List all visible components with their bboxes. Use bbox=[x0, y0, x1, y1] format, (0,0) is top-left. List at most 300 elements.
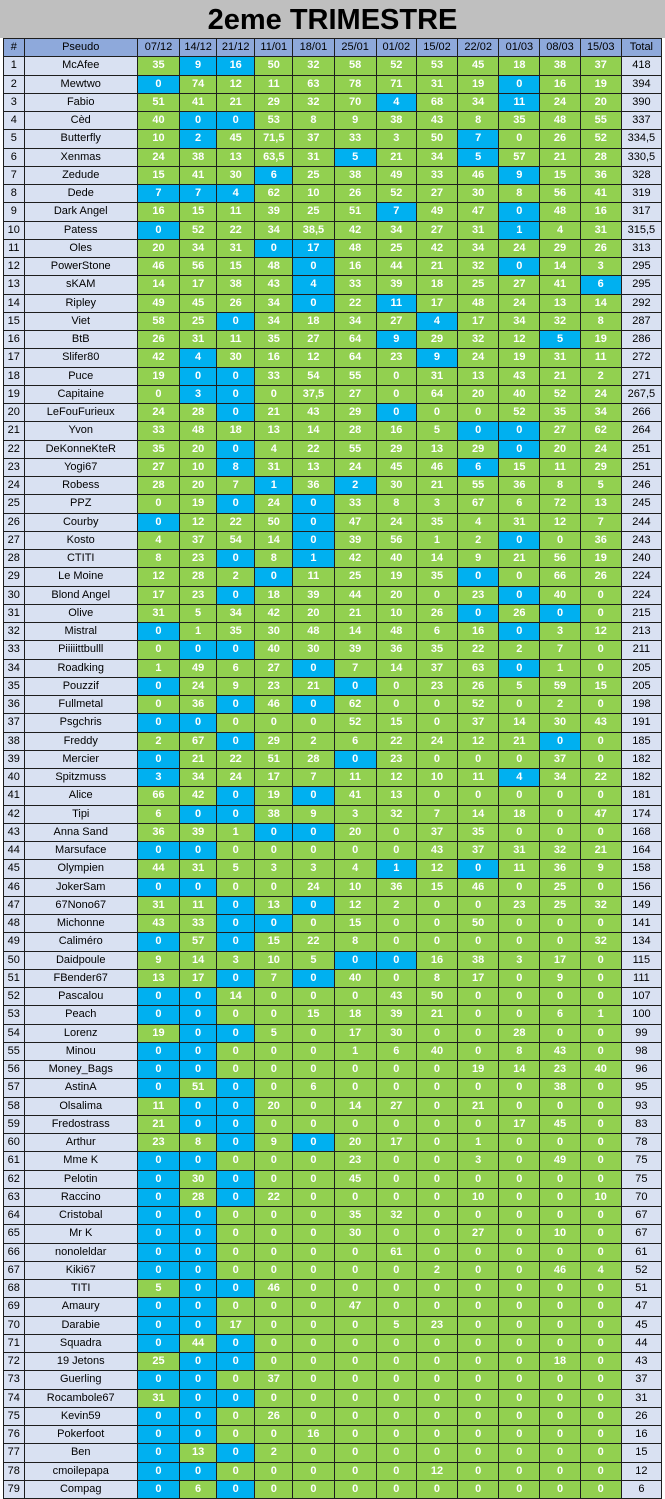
rank-cell: 74 bbox=[4, 1389, 25, 1407]
score-cell: 0 bbox=[180, 805, 217, 823]
score-cell: 4 bbox=[376, 93, 416, 111]
rank-cell: 25 bbox=[4, 495, 25, 513]
score-cell: 0 bbox=[293, 1334, 334, 1352]
score-cell: 0 bbox=[217, 1134, 255, 1152]
score-cell: 14 bbox=[458, 805, 499, 823]
rank-cell: 70 bbox=[4, 1316, 25, 1334]
score-cell: 0 bbox=[376, 1462, 416, 1480]
score-cell: 0 bbox=[499, 1079, 540, 1097]
score-cell: 6 bbox=[180, 1480, 217, 1498]
rank-cell: 11 bbox=[4, 239, 25, 257]
header-date: 01/03 bbox=[499, 39, 540, 57]
rank-cell: 71 bbox=[4, 1334, 25, 1352]
score-cell: 23 bbox=[499, 896, 540, 914]
score-cell: 0 bbox=[217, 586, 255, 604]
table-row bbox=[4, 57, 662, 75]
score-cell: 0 bbox=[334, 1061, 376, 1079]
total-cell: 330,5 bbox=[621, 148, 661, 166]
score-cell: 13 bbox=[180, 1444, 217, 1462]
score-cell: 20 bbox=[540, 440, 580, 458]
score-cell: 2 bbox=[540, 696, 580, 714]
score-cell: 0 bbox=[580, 1280, 621, 1298]
score-cell: 27 bbox=[334, 385, 376, 403]
score-cell: 0 bbox=[293, 1170, 334, 1188]
rank-cell: 16 bbox=[4, 331, 25, 349]
score-cell: 56 bbox=[376, 531, 416, 549]
pseudo-cell: Pokerfoot bbox=[24, 1426, 137, 1444]
score-cell: 0 bbox=[217, 805, 255, 823]
score-cell: 16 bbox=[376, 422, 416, 440]
table-row bbox=[4, 878, 662, 896]
score-cell: 0 bbox=[137, 1261, 179, 1279]
rank-cell: 48 bbox=[4, 915, 25, 933]
score-cell: 14 bbox=[217, 988, 255, 1006]
table-row bbox=[4, 531, 662, 549]
score-cell: 7 bbox=[217, 477, 255, 495]
rank-cell: 69 bbox=[4, 1298, 25, 1316]
score-cell: 40 bbox=[334, 969, 376, 987]
total-cell: 267,5 bbox=[621, 385, 661, 403]
total-cell: 245 bbox=[621, 495, 661, 513]
total-cell: 174 bbox=[621, 805, 661, 823]
score-cell: 38 bbox=[458, 951, 499, 969]
score-cell: 0 bbox=[499, 440, 540, 458]
table-row bbox=[4, 477, 662, 495]
score-cell: 0 bbox=[293, 896, 334, 914]
score-cell: 23 bbox=[255, 677, 293, 695]
score-cell: 12 bbox=[416, 1462, 457, 1480]
table-row bbox=[4, 641, 662, 659]
score-cell: 0 bbox=[416, 1334, 457, 1352]
score-cell: 10 bbox=[376, 604, 416, 622]
score-cell: 0 bbox=[293, 1024, 334, 1042]
rank-cell: 73 bbox=[4, 1371, 25, 1389]
score-cell: 57 bbox=[499, 148, 540, 166]
score-cell: 25 bbox=[458, 276, 499, 294]
score-cell: 3 bbox=[334, 805, 376, 823]
total-cell: 67 bbox=[621, 1225, 661, 1243]
table-row bbox=[4, 1024, 662, 1042]
table-row bbox=[4, 604, 662, 622]
score-cell: 34 bbox=[334, 312, 376, 330]
score-cell: 2 bbox=[334, 477, 376, 495]
total-cell: 319 bbox=[621, 185, 661, 203]
rank-cell: 32 bbox=[4, 623, 25, 641]
score-cell: 0 bbox=[217, 1444, 255, 1462]
score-cell: 0 bbox=[293, 988, 334, 1006]
score-cell: 0 bbox=[458, 1280, 499, 1298]
score-cell: 0 bbox=[580, 1353, 621, 1371]
score-cell: 15 bbox=[255, 933, 293, 951]
score-cell: 0 bbox=[416, 1480, 457, 1498]
score-cell: 0 bbox=[217, 550, 255, 568]
score-cell: 31 bbox=[137, 604, 179, 622]
table-row bbox=[4, 1042, 662, 1060]
score-cell: 35 bbox=[137, 57, 179, 75]
rank-cell: 77 bbox=[4, 1444, 25, 1462]
table-row bbox=[4, 331, 662, 349]
score-cell: 41 bbox=[180, 166, 217, 184]
score-cell: 24 bbox=[180, 677, 217, 695]
score-cell: 0 bbox=[499, 1170, 540, 1188]
rank-cell: 40 bbox=[4, 769, 25, 787]
score-cell: 0 bbox=[137, 1334, 179, 1352]
score-cell: 0 bbox=[376, 1334, 416, 1352]
score-cell: 44 bbox=[334, 586, 376, 604]
score-cell: 0 bbox=[499, 75, 540, 93]
score-cell: 61 bbox=[376, 1243, 416, 1261]
score-cell: 0 bbox=[416, 1170, 457, 1188]
rank-cell: 39 bbox=[4, 750, 25, 768]
score-cell: 13 bbox=[217, 148, 255, 166]
table-body bbox=[4, 57, 662, 1499]
score-cell: 8 bbox=[499, 185, 540, 203]
pseudo-cell: Roadking bbox=[24, 659, 137, 677]
pseudo-cell: Pascalou bbox=[24, 988, 137, 1006]
pseudo-cell: Psgchris bbox=[24, 714, 137, 732]
score-cell: 0 bbox=[334, 1444, 376, 1462]
score-cell: 23 bbox=[137, 1134, 179, 1152]
score-cell: 0 bbox=[255, 568, 293, 586]
score-cell: 0 bbox=[293, 258, 334, 276]
total-cell: 67 bbox=[621, 1207, 661, 1225]
score-cell: 0 bbox=[255, 1426, 293, 1444]
total-cell: 213 bbox=[621, 623, 661, 641]
total-cell: 181 bbox=[621, 787, 661, 805]
score-cell: 0 bbox=[376, 1407, 416, 1425]
score-cell: 0 bbox=[540, 1462, 580, 1480]
score-cell: 50 bbox=[416, 988, 457, 1006]
score-cell: 0 bbox=[255, 988, 293, 1006]
score-cell: 15 bbox=[180, 203, 217, 221]
score-cell: 8 bbox=[416, 969, 457, 987]
score-cell: 20 bbox=[580, 93, 621, 111]
score-cell: 0 bbox=[499, 969, 540, 987]
score-cell: 14 bbox=[334, 623, 376, 641]
score-cell: 0 bbox=[137, 1243, 179, 1261]
score-cell: 37 bbox=[255, 1371, 293, 1389]
score-cell: 32 bbox=[376, 805, 416, 823]
pseudo-cell: Rocambole67 bbox=[24, 1389, 137, 1407]
score-cell: 0 bbox=[580, 1207, 621, 1225]
score-cell: 0 bbox=[458, 860, 499, 878]
table-row bbox=[4, 842, 662, 860]
score-cell: 0 bbox=[458, 933, 499, 951]
score-cell: 0 bbox=[416, 696, 457, 714]
pseudo-cell: Minou bbox=[24, 1042, 137, 1060]
score-cell: 22 bbox=[334, 294, 376, 312]
score-cell: 0 bbox=[334, 1353, 376, 1371]
rank-cell: 14 bbox=[4, 294, 25, 312]
score-cell: 0 bbox=[499, 1006, 540, 1024]
score-cell: 0 bbox=[137, 1006, 179, 1024]
score-cell: 71,5 bbox=[255, 130, 293, 148]
score-cell: 0 bbox=[217, 1115, 255, 1133]
score-cell: 0 bbox=[540, 1298, 580, 1316]
score-cell: 17 bbox=[499, 1115, 540, 1133]
score-cell: 51 bbox=[334, 203, 376, 221]
score-cell: 37 bbox=[416, 823, 457, 841]
score-cell: 64 bbox=[334, 349, 376, 367]
score-cell: 0 bbox=[540, 1407, 580, 1425]
score-cell: 45 bbox=[217, 130, 255, 148]
score-cell: 51 bbox=[255, 750, 293, 768]
score-cell: 34 bbox=[416, 148, 457, 166]
score-cell: 36 bbox=[580, 166, 621, 184]
score-cell: 0 bbox=[540, 1097, 580, 1115]
score-cell: 17 bbox=[293, 239, 334, 257]
score-cell: 0 bbox=[376, 1371, 416, 1389]
score-cell: 40 bbox=[416, 1042, 457, 1060]
score-cell: 35 bbox=[255, 331, 293, 349]
score-cell: 23 bbox=[180, 586, 217, 604]
table-row bbox=[4, 623, 662, 641]
score-cell: 0 bbox=[540, 787, 580, 805]
score-cell: 2 bbox=[180, 130, 217, 148]
score-cell: 52 bbox=[376, 57, 416, 75]
score-cell: 50 bbox=[255, 57, 293, 75]
score-cell: 23 bbox=[416, 1316, 457, 1334]
rank-cell: 78 bbox=[4, 1462, 25, 1480]
score-cell: 6 bbox=[376, 1042, 416, 1060]
score-cell: 0 bbox=[499, 1389, 540, 1407]
pseudo-cell: Kevin59 bbox=[24, 1407, 137, 1425]
score-cell: 0 bbox=[217, 933, 255, 951]
score-cell: 19 bbox=[458, 1061, 499, 1079]
pseudo-cell: Mr K bbox=[24, 1225, 137, 1243]
score-cell: 0 bbox=[255, 823, 293, 841]
score-cell: 7 bbox=[137, 185, 179, 203]
score-cell: 0 bbox=[180, 1006, 217, 1024]
score-cell: 13 bbox=[376, 787, 416, 805]
total-cell: 182 bbox=[621, 769, 661, 787]
score-cell: 0 bbox=[499, 787, 540, 805]
score-cell: 34 bbox=[540, 769, 580, 787]
total-cell: 205 bbox=[621, 659, 661, 677]
score-cell: 9 bbox=[580, 860, 621, 878]
score-cell: 0 bbox=[180, 1280, 217, 1298]
table-row bbox=[4, 1334, 662, 1352]
score-cell: 0 bbox=[416, 1225, 457, 1243]
score-cell: 11 bbox=[293, 568, 334, 586]
score-cell: 46 bbox=[137, 258, 179, 276]
total-cell: 313 bbox=[621, 239, 661, 257]
score-cell: 0 bbox=[180, 1261, 217, 1279]
score-cell: 0 bbox=[580, 878, 621, 896]
score-cell: 0 bbox=[458, 1042, 499, 1060]
total-cell: 78 bbox=[621, 1134, 661, 1152]
score-cell: 31 bbox=[499, 842, 540, 860]
score-cell: 21 bbox=[499, 732, 540, 750]
score-cell: 0 bbox=[458, 1261, 499, 1279]
score-cell: 0 bbox=[137, 988, 179, 1006]
score-cell: 0 bbox=[293, 1207, 334, 1225]
score-cell: 0 bbox=[180, 1042, 217, 1060]
score-cell: 0 bbox=[293, 1261, 334, 1279]
score-cell: 47 bbox=[334, 513, 376, 531]
score-cell: 36 bbox=[376, 878, 416, 896]
rank-cell: 76 bbox=[4, 1426, 25, 1444]
total-cell: 6 bbox=[621, 1480, 661, 1498]
score-cell: 40 bbox=[540, 586, 580, 604]
total-cell: 111 bbox=[621, 969, 661, 987]
score-cell: 35 bbox=[540, 404, 580, 422]
score-cell: 0 bbox=[499, 531, 540, 549]
score-cell: 47 bbox=[580, 805, 621, 823]
score-cell: 0 bbox=[416, 1444, 457, 1462]
pseudo-cell: Xenmas bbox=[24, 148, 137, 166]
score-cell: 0 bbox=[376, 1079, 416, 1097]
score-cell: 43 bbox=[416, 112, 457, 130]
total-cell: 246 bbox=[621, 477, 661, 495]
score-cell: 0 bbox=[180, 714, 217, 732]
total-cell: 244 bbox=[621, 513, 661, 531]
score-cell: 14 bbox=[376, 659, 416, 677]
score-cell: 0 bbox=[580, 1316, 621, 1334]
score-cell: 11 bbox=[217, 203, 255, 221]
score-cell: 35 bbox=[137, 440, 179, 458]
score-cell: 5 bbox=[580, 477, 621, 495]
score-cell: 28 bbox=[499, 1024, 540, 1042]
score-cell: 48 bbox=[458, 294, 499, 312]
score-cell: 33 bbox=[416, 166, 457, 184]
score-cell: 39 bbox=[180, 823, 217, 841]
score-cell: 4 bbox=[416, 312, 457, 330]
total-cell: 198 bbox=[621, 696, 661, 714]
score-cell: 0 bbox=[416, 1079, 457, 1097]
score-cell: 7 bbox=[416, 805, 457, 823]
score-cell: 5 bbox=[499, 677, 540, 695]
score-cell: 34 bbox=[580, 404, 621, 422]
score-cell: 1 bbox=[334, 1042, 376, 1060]
score-cell: 30 bbox=[180, 1170, 217, 1188]
score-cell: 0 bbox=[540, 933, 580, 951]
score-cell: 2 bbox=[580, 367, 621, 385]
score-cell: 0 bbox=[180, 1152, 217, 1170]
score-cell: 0 bbox=[137, 750, 179, 768]
score-cell: 40 bbox=[255, 641, 293, 659]
header-pseudo: Pseudo bbox=[24, 39, 137, 57]
total-cell: 243 bbox=[621, 531, 661, 549]
total-cell: 12 bbox=[621, 1462, 661, 1480]
score-cell: 0 bbox=[137, 513, 179, 531]
score-cell: 0 bbox=[293, 823, 334, 841]
table-row bbox=[4, 1462, 662, 1480]
score-cell: 0 bbox=[293, 1407, 334, 1425]
score-cell: 0 bbox=[255, 1079, 293, 1097]
score-cell: 22 bbox=[580, 769, 621, 787]
score-cell: 71 bbox=[376, 75, 416, 93]
score-cell: 0 bbox=[137, 1407, 179, 1425]
score-cell: 0 bbox=[137, 1225, 179, 1243]
rank-cell: 61 bbox=[4, 1152, 25, 1170]
score-cell: 0 bbox=[376, 1225, 416, 1243]
score-cell: 0 bbox=[580, 1170, 621, 1188]
score-cell: 0 bbox=[180, 1389, 217, 1407]
score-cell: 51 bbox=[137, 93, 179, 111]
header-date: 21/12 bbox=[217, 39, 255, 57]
score-cell: 9 bbox=[376, 331, 416, 349]
score-cell: 46 bbox=[255, 1280, 293, 1298]
header-date: 08/03 bbox=[540, 39, 580, 57]
score-cell: 45 bbox=[540, 1115, 580, 1133]
score-cell: 46 bbox=[416, 458, 457, 476]
pseudo-cell: Compag bbox=[24, 1480, 137, 1498]
score-cell: 78 bbox=[334, 75, 376, 93]
score-cell: 29 bbox=[376, 440, 416, 458]
score-cell: 46 bbox=[458, 878, 499, 896]
score-cell: 37 bbox=[180, 531, 217, 549]
score-cell: 0 bbox=[580, 1225, 621, 1243]
score-cell: 14 bbox=[540, 258, 580, 276]
table-row bbox=[4, 951, 662, 969]
score-cell: 41 bbox=[540, 276, 580, 294]
score-cell: 64 bbox=[416, 385, 457, 403]
score-cell: 0 bbox=[499, 258, 540, 276]
score-cell: 23 bbox=[416, 677, 457, 695]
score-cell: 0 bbox=[499, 933, 540, 951]
rank-cell: 68 bbox=[4, 1280, 25, 1298]
score-cell: 0 bbox=[217, 1462, 255, 1480]
rank-cell: 55 bbox=[4, 1042, 25, 1060]
score-cell: 18 bbox=[334, 1006, 376, 1024]
score-cell: 0 bbox=[416, 1389, 457, 1407]
total-cell: 390 bbox=[621, 93, 661, 111]
score-cell: 72 bbox=[540, 495, 580, 513]
score-cell: 13 bbox=[458, 367, 499, 385]
score-cell: 0 bbox=[217, 1061, 255, 1079]
score-cell: 38,5 bbox=[293, 221, 334, 239]
total-cell: 168 bbox=[621, 823, 661, 841]
score-cell: 41 bbox=[580, 185, 621, 203]
score-cell: 39 bbox=[334, 641, 376, 659]
pseudo-cell: Money_Bags bbox=[24, 1061, 137, 1079]
score-cell: 0 bbox=[293, 659, 334, 677]
pseudo-cell: PPZ bbox=[24, 495, 137, 513]
score-cell: 11 bbox=[376, 294, 416, 312]
score-cell: 35 bbox=[499, 112, 540, 130]
pseudo-cell: Fullmetal bbox=[24, 696, 137, 714]
score-cell: 22 bbox=[255, 1188, 293, 1206]
score-cell: 0 bbox=[376, 915, 416, 933]
score-cell: 20 bbox=[334, 1134, 376, 1152]
score-cell: 19 bbox=[458, 75, 499, 93]
score-cell: 0 bbox=[137, 1042, 179, 1060]
score-cell: 5 bbox=[334, 148, 376, 166]
score-cell: 39 bbox=[334, 531, 376, 549]
rank-cell: 27 bbox=[4, 531, 25, 549]
score-cell: 38 bbox=[376, 112, 416, 130]
score-cell: 0 bbox=[580, 1371, 621, 1389]
score-cell: 49 bbox=[180, 659, 217, 677]
score-cell: 42 bbox=[180, 787, 217, 805]
table-row bbox=[4, 1407, 662, 1425]
score-cell: 0 bbox=[580, 823, 621, 841]
score-cell: 0 bbox=[580, 732, 621, 750]
score-cell: 0 bbox=[180, 1371, 217, 1389]
score-cell: 42 bbox=[255, 604, 293, 622]
score-cell: 0 bbox=[180, 1298, 217, 1316]
score-cell: 43 bbox=[376, 988, 416, 1006]
table-row bbox=[4, 385, 662, 403]
score-cell: 0 bbox=[499, 1134, 540, 1152]
score-cell: 1 bbox=[137, 659, 179, 677]
score-cell: 0 bbox=[217, 1042, 255, 1060]
score-cell: 0 bbox=[255, 714, 293, 732]
score-cell: 0 bbox=[499, 1480, 540, 1498]
score-cell: 38 bbox=[334, 166, 376, 184]
score-cell: 0 bbox=[580, 1042, 621, 1060]
